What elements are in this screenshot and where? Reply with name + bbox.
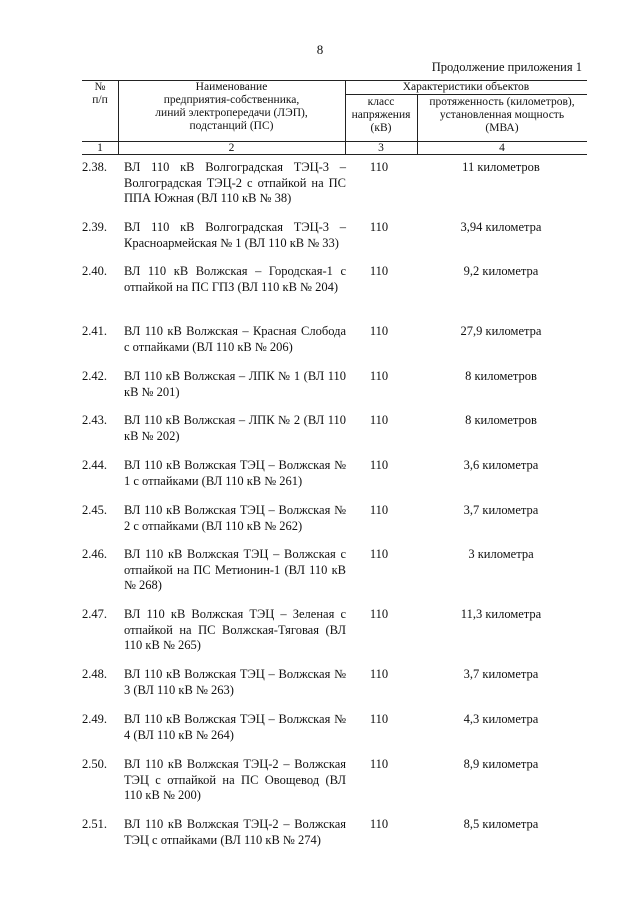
row-number: 2.48. (82, 667, 107, 681)
row-length: 4,3 километра (463, 712, 539, 726)
row-length: 8,9 километра (463, 757, 539, 771)
header-index-4: 4 (499, 142, 505, 154)
row-number: 2.38. (82, 160, 107, 174)
row-number: 2.42. (82, 369, 107, 383)
header-col-voltage: класс напряжения (кВ) (351, 96, 411, 134)
row-name: ВЛ 110 кВ Волжская – Городская-1 с отпайкой на ПС ГПЗ (ВЛ 110 кВ № 204) (124, 264, 346, 294)
row-number: 2.43. (82, 413, 107, 427)
row-name: ВЛ 110 кВ Волгоградская ТЭЦ-3 – Волгоградская ТЭЦ-2 с отпайкой на ПС ППА Южная (ВЛ 110 кВ № 38) (124, 160, 346, 205)
row-name: ВЛ 110 кВ Волжская – ЛПК № 2 (ВЛ 110 кВ № 202) (124, 413, 346, 443)
row-voltage: 110 (369, 503, 389, 517)
row-voltage: 110 (369, 712, 389, 726)
row-voltage: 110 (369, 264, 389, 278)
row-number: 2.45. (82, 503, 107, 517)
row-number: 2.44. (82, 458, 107, 472)
header-col-number: № п/п (92, 81, 108, 106)
header-col-name: Наименование предприятия-собственника, линий электропередачи (ЛЭП), подстанций (ПС) (155, 81, 308, 132)
row-voltage: 110 (369, 413, 389, 427)
row-length: 11 километров (462, 160, 540, 174)
row-number: 2.46. (82, 547, 107, 561)
row-length: 3,7 километра (463, 667, 539, 681)
row-name: ВЛ 110 кВ Волжская – Красная Слобода с отпайками (ВЛ 110 кВ № 206) (124, 324, 346, 354)
row-number: 2.49. (82, 712, 107, 726)
row-voltage: 110 (369, 607, 389, 621)
row-length: 3,7 километра (463, 503, 539, 517)
row-voltage: 110 (369, 458, 389, 472)
row-voltage: 110 (369, 160, 389, 174)
row-name: ВЛ 110 кВ Волжская ТЭЦ – Волжская № 3 (ВЛ 110 кВ № 263) (124, 667, 346, 697)
row-number: 2.50. (82, 757, 107, 771)
row-name: ВЛ 110 кВ Волгоградская ТЭЦ-3 – Красноармейская № 1 (ВЛ 110 кВ № 33) (124, 220, 346, 250)
row-number: 2.40. (82, 264, 107, 278)
row-number: 2.47. (82, 607, 107, 621)
row-length: 3,6 километра (463, 458, 539, 472)
row-length: 3,94 километра (460, 220, 542, 234)
continuation-note: Продолжение приложения 1 (431, 60, 582, 74)
row-voltage: 110 (369, 369, 389, 383)
row-name: ВЛ 110 кВ Волжская ТЭЦ – Зеленая с отпайкой на ПС Волжская-Тяговая (ВЛ 110 кВ № 265) (124, 607, 346, 652)
row-name: ВЛ 110 кВ Волжская – ЛПК № 1 (ВЛ 110 кВ № 201) (124, 369, 346, 399)
page-number: 8 (316, 42, 324, 57)
header-group-characteristics: Характеристики объектов (402, 81, 530, 93)
row-length: 11,3 километра (460, 607, 542, 621)
row-name: ВЛ 110 кВ Волжская ТЭЦ – Волжская № 1 с отпайками (ВЛ 110 кВ № 261) (124, 458, 346, 488)
row-number: 2.39. (82, 220, 107, 234)
row-length: 3 километра (468, 547, 534, 561)
row-voltage: 110 (369, 220, 389, 234)
row-number: 2.51. (82, 817, 107, 831)
row-voltage: 110 (369, 324, 389, 338)
row-name: ВЛ 110 кВ Волжская ТЭЦ – Волжская № 2 с отпайками (ВЛ 110 кВ № 262) (124, 503, 346, 533)
row-length: 8 километров (465, 413, 537, 427)
row-length: 8 километров (465, 369, 537, 383)
row-name: ВЛ 110 кВ Волжская ТЭЦ – Волжская с отпайкой на ПС Метионин-1 (ВЛ 110 кВ № 268) (124, 547, 346, 592)
row-length: 8,5 километра (463, 817, 539, 831)
row-voltage: 110 (369, 817, 389, 831)
row-voltage: 110 (369, 757, 389, 771)
header-index-3: 3 (378, 142, 384, 154)
row-name: ВЛ 110 кВ Волжская ТЭЦ – Волжская № 4 (ВЛ 110 кВ № 264) (124, 712, 346, 742)
row-name: ВЛ 110 кВ Волжская ТЭЦ-2 – Волжская ТЭЦ с отпайкой на ПС Овощевод (ВЛ 110 кВ № 200) (124, 757, 346, 802)
row-length: 27,9 километра (460, 324, 542, 338)
row-name: ВЛ 110 кВ Волжская ТЭЦ-2 – Волжская ТЭЦ с отпайками (ВЛ 110 кВ № 274) (124, 817, 346, 847)
row-number: 2.41. (82, 324, 107, 338)
row-length: 9,2 километра (463, 264, 539, 278)
row-voltage: 110 (369, 547, 389, 561)
header-index-2: 2 (228, 142, 235, 154)
row-voltage: 110 (369, 667, 389, 681)
header-index-1: 1 (97, 142, 103, 154)
header-col-length: протяженность (километров), установленная мощность (МВА) (429, 96, 575, 134)
